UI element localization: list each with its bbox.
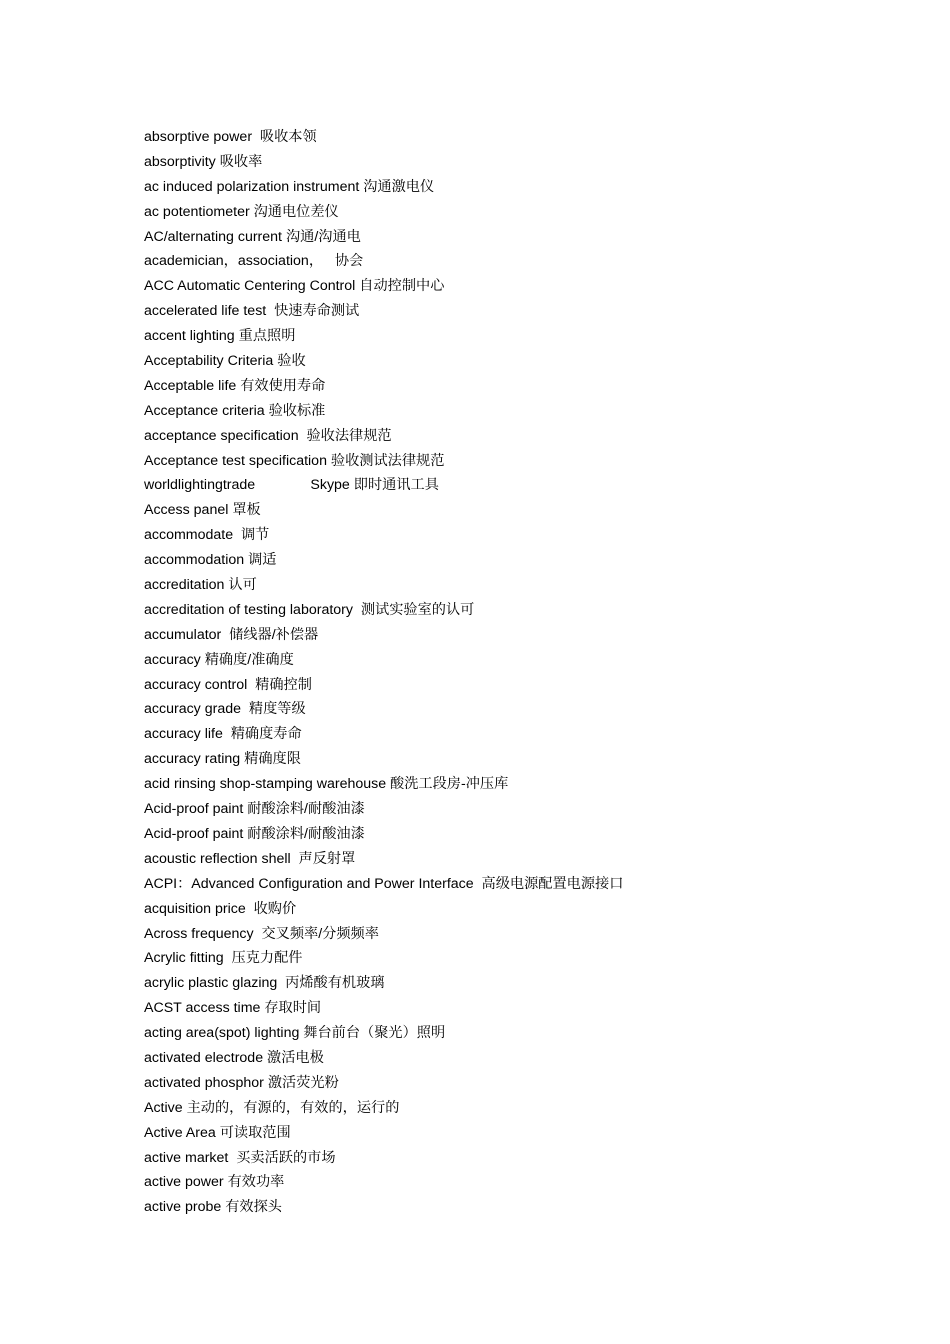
glossary-entry: ac induced polarization instrument 沟通激电仪	[144, 178, 435, 195]
glossary-entry: acrylic plastic glazing 丙烯酸有机玻璃	[144, 975, 385, 992]
glossary-entry: acceptance specification 验收法律规范	[144, 427, 392, 444]
glossary-entry: academician，association， 协会	[144, 253, 364, 270]
glossary-entry: accommodation 调适	[144, 552, 277, 569]
glossary-entry: activated phosphor 激活荧光粉	[144, 1074, 339, 1091]
glossary-entry: accreditation 认可	[144, 577, 257, 594]
glossary-entry: worldlightingtrade Skype 即时通讯工具	[144, 477, 439, 494]
glossary-entry: Access panel 罩板	[144, 502, 261, 519]
glossary-entry: ACST access time 存取时间	[144, 1000, 322, 1017]
glossary-entry: Acceptability Criteria 验收	[144, 353, 306, 370]
glossary-entry: accumulator 储线器/补偿器	[144, 626, 319, 643]
glossary-entry: accuracy 精确度/准确度	[144, 651, 294, 668]
glossary-entry: ACPI：Advanced Configuration and Power Interface 高级电源配置电源接口	[144, 875, 624, 892]
glossary-entry: accreditation of testing laboratory 测试实验室的认可	[144, 601, 475, 618]
glossary-entry: Acid-proof paint 耐酸涂料/耐酸油漆	[144, 825, 365, 842]
glossary-entry: accelerated life test 快速寿命测试	[144, 303, 360, 320]
glossary-entry: Active Area 可读取范围	[144, 1124, 291, 1141]
glossary-entry: Acceptance test specification 验收测试法律规范	[144, 452, 445, 469]
glossary-entry: Across frequency 交叉频率/分频频率	[144, 925, 379, 942]
glossary-entry: ACC Automatic Centering Control 自动控制中心	[144, 278, 445, 295]
glossary-entry: accommodate 调节	[144, 527, 270, 544]
glossary-entry: active market 买卖活跃的市场	[144, 1149, 336, 1166]
glossary-entry: acoustic reflection shell 声反射罩	[144, 850, 356, 867]
glossary-entry: acting area(spot) lighting 舞台前台（聚光）照明	[144, 1025, 446, 1042]
glossary-entry: accuracy grade 精度等级	[144, 701, 306, 718]
glossary-entry: active probe 有效探头	[144, 1199, 282, 1216]
glossary-entry: accuracy life 精确度寿命	[144, 726, 302, 743]
glossary-entry: active power 有效功率	[144, 1174, 285, 1191]
glossary-entry: activated electrode 激活电极	[144, 1049, 324, 1066]
glossary-entry: acid rinsing shop-stamping warehouse 酸洗工段房-冲压库	[144, 776, 509, 793]
glossary-entry: Acceptable life 有效使用寿命	[144, 377, 326, 394]
glossary-entry: absorptive power 吸收本领	[144, 129, 317, 145]
glossary-entry: accuracy rating 精确度限	[144, 751, 301, 768]
glossary-entry: absorptivity 吸收率	[144, 153, 263, 170]
glossary-entry: accuracy control 精确控制	[144, 676, 312, 693]
glossary-entry: accent lighting 重点照明	[144, 328, 296, 345]
glossary-entry: acquisition price 收购价	[144, 900, 297, 917]
glossary-list	[144, 125, 904, 1220]
glossary-entry: Acrylic fitting 压克力配件	[144, 950, 303, 967]
glossary-entry: Acceptance criteria 验收标准	[144, 402, 326, 419]
glossary-entry: Active 主动的，有源的，有效的，运行的	[144, 1099, 400, 1116]
glossary-entry: AC/alternating current 沟通/沟通电	[144, 228, 361, 245]
glossary-entry: Acid-proof paint 耐酸涂料/耐酸油漆	[144, 801, 365, 818]
glossary-entry: ac potentiometer 沟通电位差仪	[144, 203, 339, 220]
